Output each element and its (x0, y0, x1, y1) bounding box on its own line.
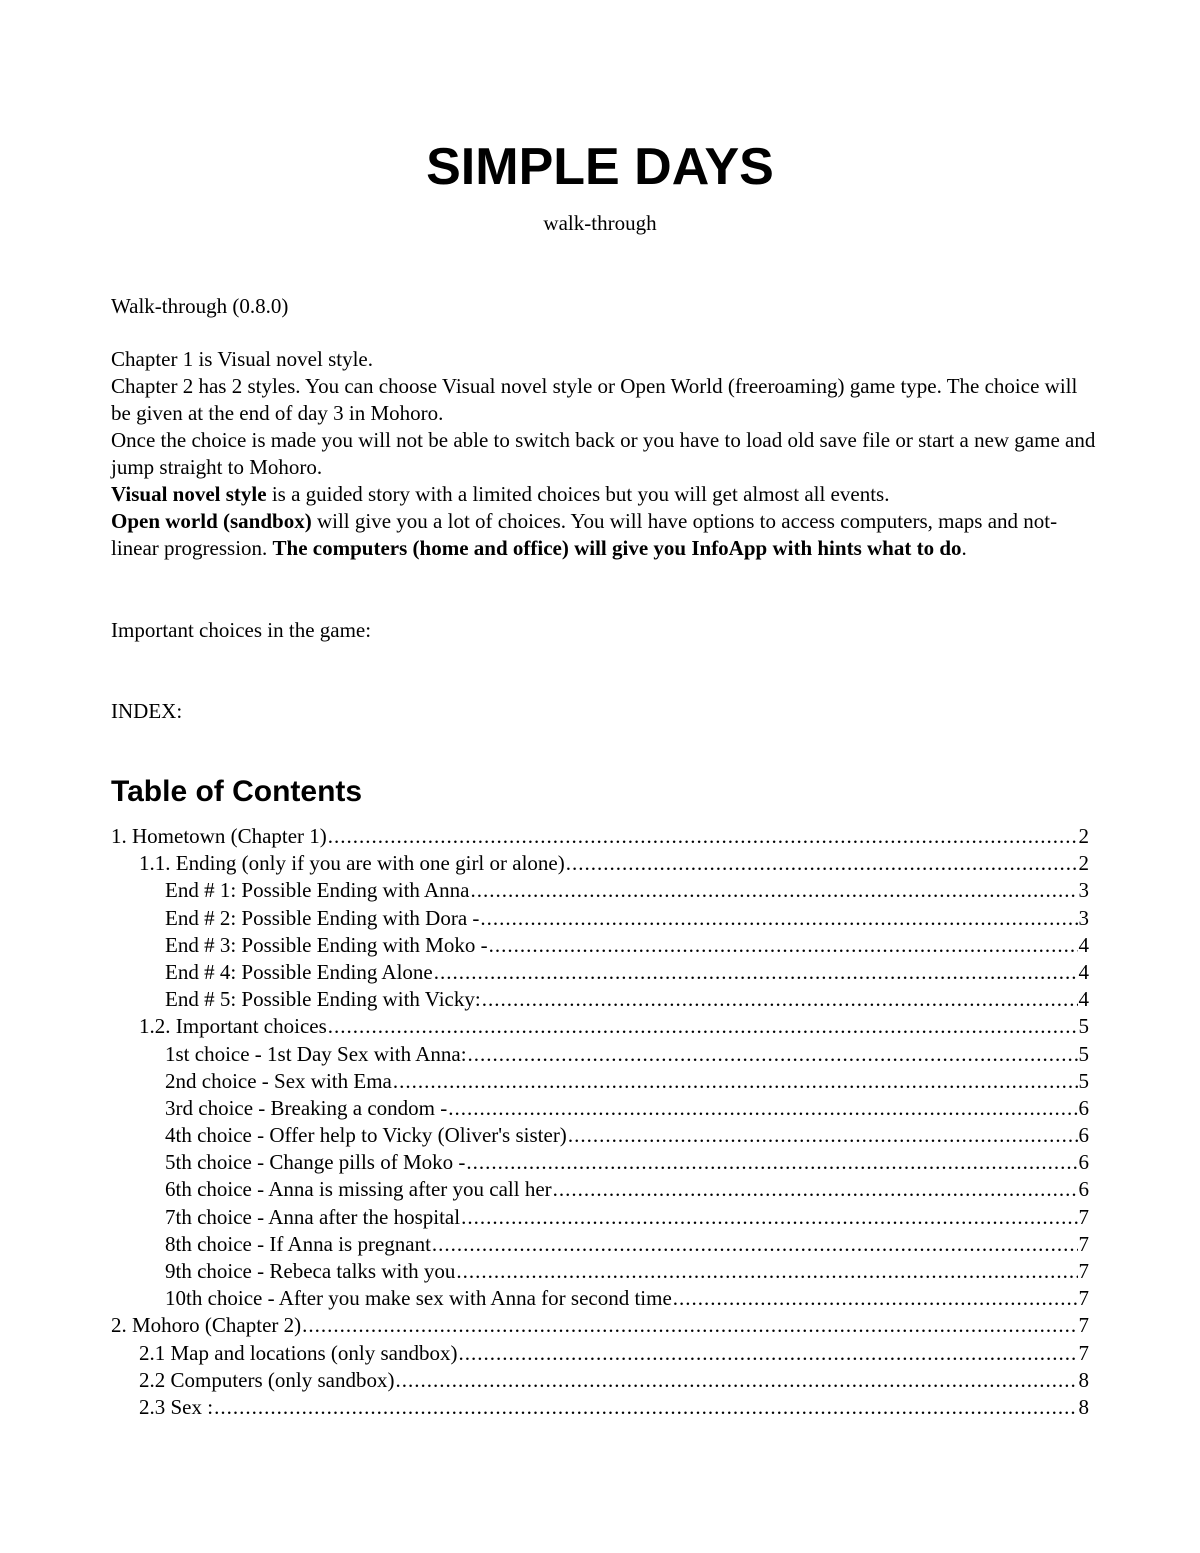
toc-entry[interactable] (111, 1285, 1089, 1312)
toc-leader-dots (328, 1013, 1078, 1040)
toc-leader-dots (489, 932, 1078, 959)
toc-leader-dots (458, 1340, 1077, 1367)
toc-entry[interactable] (111, 1367, 1089, 1394)
intro-paragraph-5 (111, 508, 1096, 562)
toc-leader-dots (456, 1258, 1077, 1285)
toc-entry[interactable] (111, 1149, 1089, 1176)
toc-entry[interactable] (111, 1340, 1089, 1367)
toc-leader-dots (471, 877, 1078, 904)
toc-leader-dots (214, 1394, 1077, 1421)
toc-entry-label: 1.2. Important choices (139, 1014, 327, 1039)
intro-paragraph-3: Once the choice is made you will not be able to switch back or you have to load old save file or start a new game and jump straight to Mohoro. (111, 428, 1096, 479)
toc-entry-label: End # 3: Possible Ending with Moko - (165, 932, 488, 957)
toc-entry-label: 2.1 Map and locations (only sandbox) (139, 1340, 458, 1365)
toc-entry[interactable] (111, 1394, 1089, 1421)
toc-entry-label: 7th choice - Anna after the hospital (165, 1204, 461, 1229)
toc-page-number: 4 (1078, 987, 1089, 1012)
toc-entry[interactable] (111, 1176, 1089, 1203)
toc-leader-dots (393, 1068, 1078, 1095)
toc-page-number: 7 (1078, 1313, 1089, 1338)
toc-entry-label: 3rd choice - Breaking a condom - (165, 1095, 448, 1120)
toc-page-number: 7 (1078, 1204, 1089, 1229)
toc-entry-label: 8th choice - If Anna is pregnant (165, 1231, 431, 1256)
table-of-contents (111, 823, 1089, 1421)
open-world-description: will give you a lot of choices. You will have options to access computers, maps and not-linear progression. (111, 509, 1058, 560)
open-world-term: Open world (sandbox) (111, 509, 312, 533)
toc-entry-label: 2. Mohoro (Chapter 2) (111, 1313, 302, 1338)
toc-page-number: 6 (1078, 1150, 1089, 1175)
toc-entry-label: End # 5: Possible Ending with Vicky: (165, 987, 481, 1012)
toc-page-number: 5 (1078, 1041, 1089, 1066)
toc-entry-label: End # 1: Possible Ending with Anna (165, 878, 470, 903)
toc-leader-dots (302, 1312, 1077, 1339)
intro-period: . (961, 536, 967, 560)
toc-entry[interactable] (111, 905, 1089, 932)
toc-leader-dots (482, 986, 1078, 1013)
toc-entry-label: 10th choice - After you make sex with Anna for second time (165, 1286, 672, 1311)
toc-page-number: 6 (1078, 1123, 1089, 1148)
toc-leader-dots (461, 1204, 1077, 1231)
intro-section (111, 346, 1096, 562)
toc-entry[interactable] (111, 1013, 1089, 1040)
index-heading: INDEX: (111, 699, 183, 723)
toc-page-number: 5 (1078, 1068, 1089, 1093)
toc-leader-dots (466, 1149, 1077, 1176)
toc-entry[interactable] (111, 1204, 1089, 1231)
toc-entry[interactable] (111, 877, 1089, 904)
toc-leader-dots (568, 1122, 1078, 1149)
toc-page-number: 4 (1078, 959, 1089, 984)
version-line: Walk-through (0.8.0) (111, 294, 289, 318)
toc-page-number: 4 (1078, 932, 1089, 957)
document-title: SIMPLE DAYS (426, 138, 774, 196)
toc-entry[interactable] (111, 1068, 1089, 1095)
toc-page-number: 7 (1078, 1286, 1089, 1311)
toc-entry-label: 9th choice - Rebeca talks with you (165, 1259, 456, 1283)
toc-leader-dots (448, 1095, 1077, 1122)
toc-entry-label: 4th choice - Offer help to Vicky (Oliver's sister) (165, 1123, 567, 1148)
toc-leader-dots (434, 959, 1078, 986)
toc-leader-dots (468, 1041, 1078, 1068)
intro-paragraph-1: Chapter 1 is Visual novel style. (111, 347, 373, 371)
toc-entry-label: End # 4: Possible Ending Alone (165, 959, 433, 984)
toc-page-number: 3 (1078, 878, 1089, 903)
toc-leader-dots (673, 1285, 1078, 1312)
toc-leader-dots (480, 905, 1077, 932)
toc-entry[interactable] (111, 1122, 1089, 1149)
visual-novel-style-description: is a guided story with a limited choices but you will get almost all events. (266, 482, 890, 506)
toc-entry-label: 2nd choice - Sex with Ema (165, 1068, 392, 1093)
toc-page-number: 2 (1078, 851, 1089, 876)
toc-entry-label: 2.2 Computers (only sandbox) (139, 1367, 395, 1392)
toc-page-number: 2 (1078, 824, 1089, 848)
important-choices-heading: Important choices in the game: (111, 618, 372, 642)
toc-entry-label: 2.3 Sex : (139, 1394, 214, 1419)
toc-entry-label: End # 2: Possible Ending with Dora - (165, 905, 480, 930)
toc-page-number: 7 (1078, 1259, 1089, 1283)
toc-leader-dots (395, 1367, 1077, 1394)
toc-entry[interactable] (111, 1041, 1089, 1068)
toc-entry[interactable] (111, 959, 1089, 986)
toc-page-number: 7 (1078, 1231, 1089, 1256)
toc-page-number: 8 (1078, 1367, 1089, 1392)
toc-entry[interactable] (111, 1095, 1089, 1122)
toc-entry-label: 1.1. Ending (only if you are with one girl or alone) (139, 851, 565, 876)
intro-paragraph-2: Chapter 2 has 2 styles. You can choose Visual novel style or Open World (freeroaming) game type. The choice will be given at the end of day 3 in Mohoro. (111, 374, 1078, 425)
visual-novel-style-term: Visual novel style (111, 482, 267, 506)
toc-leader-dots (432, 1231, 1078, 1258)
toc-page-number: 5 (1078, 1014, 1089, 1039)
toc-page-number: 7 (1078, 1340, 1089, 1365)
toc-entry[interactable] (111, 823, 1089, 850)
toc-entry-label: 5th choice - Change pills of Moko - (165, 1150, 466, 1175)
toc-leader-dots (328, 823, 1078, 850)
computers-hint: The computers (home and office) will give you InfoApp with hints what to do (272, 536, 962, 560)
toc-entry[interactable] (111, 986, 1089, 1013)
toc-leader-dots (553, 1176, 1078, 1203)
toc-entry[interactable] (111, 1312, 1089, 1339)
toc-entry[interactable] (111, 1258, 1089, 1285)
intro-paragraph-4 (111, 481, 1096, 508)
toc-entry[interactable] (111, 850, 1089, 877)
toc-entry-label: 1st choice - 1st Day Sex with Anna: (165, 1041, 467, 1066)
document-subtitle: walk-through (543, 211, 657, 235)
toc-entry-label: 1. Hometown (Chapter 1) (111, 824, 327, 848)
toc-leader-dots (566, 850, 1078, 877)
toc-page-number: 8 (1078, 1394, 1089, 1419)
toc-title: Table of Contents (111, 775, 363, 808)
toc-page-number: 6 (1078, 1095, 1089, 1120)
toc-entry-label: 6th choice - Anna is missing after you call her (165, 1177, 552, 1202)
toc-page-number: 6 (1078, 1177, 1089, 1202)
toc-entry[interactable] (111, 932, 1089, 959)
toc-entry[interactable] (111, 1231, 1089, 1258)
toc-page-number: 3 (1078, 905, 1089, 930)
